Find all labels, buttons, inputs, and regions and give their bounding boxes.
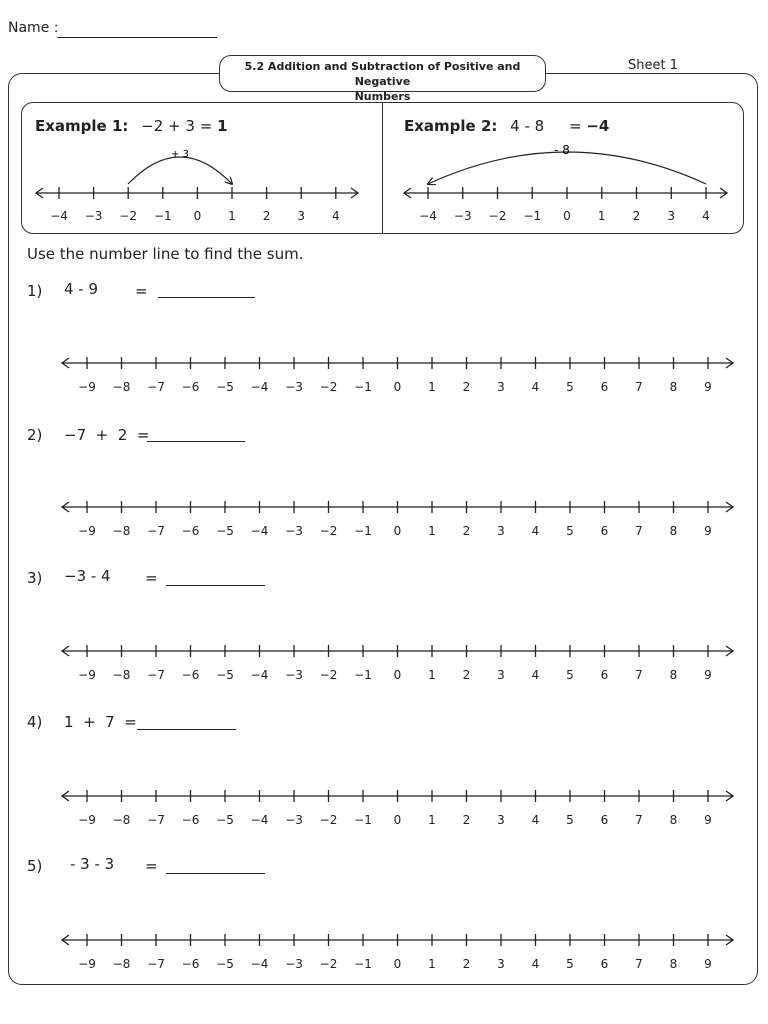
question-4-answer-blank[interactable] [137,729,236,730]
question-5-tick-label: −6 [181,957,200,971]
question-1-equals: = [135,282,148,300]
question-3-tick-label: 2 [462,668,471,682]
question-1-tick-label: 6 [600,380,609,394]
question-4-expression: 1 + 7 = [64,713,137,731]
example-1-arc [128,157,232,184]
question-4-tick-label: 7 [635,813,643,827]
question-2-tick-label: −2 [319,524,338,538]
question-2-tick-label: 9 [704,524,712,538]
example-1-label: Example 1: [35,117,129,135]
question-2-tick-label: 2 [462,524,471,538]
question-4-tick-label: −9 [78,813,96,827]
example-1-arc-label: + 3 [171,149,189,160]
question-4-tick-label: −1 [354,813,372,827]
question-3-tick-label: 0 [393,668,402,682]
question-1-tick-label: −9 [78,380,96,394]
question-1-tick-label: −7 [147,380,165,394]
example-1-tick-label: −1 [153,209,172,223]
title-line-2: Numbers [354,90,411,103]
question-1-answer-blank[interactable] [158,297,255,298]
question-5-tick-label: 9 [704,957,712,971]
question-4-tick-label: −2 [319,813,338,827]
question-1-tick-label: 0 [393,380,402,394]
example-2-answer: −4 [586,117,610,135]
question-1-number: 1) [27,282,43,300]
example-1-tick-label: 2 [262,209,271,223]
question-4-tick-label: 0 [393,813,402,827]
question-1-number-line [62,357,733,394]
question-2-tick-label: 5 [566,524,574,538]
question-4-tick-label: −5 [216,813,234,827]
question-3-answer-blank[interactable] [166,585,265,586]
question-3-tick-label: −4 [250,668,269,682]
question-5-tick-label: 2 [462,957,471,971]
example-1-tick-label: −2 [119,209,138,223]
question-5-tick-label: 3 [497,957,505,971]
question-5-tick-label: −3 [285,957,303,971]
question-5-tick-label: −7 [147,957,165,971]
question-3-tick-label: 9 [704,668,712,682]
example-2-tick-label: −3 [453,209,472,223]
question-4-tick-label: 4 [531,813,540,827]
question-4-tick-label: −7 [147,813,165,827]
question-1-tick-label: 4 [531,380,540,394]
question-3-expression: −3 - 4 [64,567,111,585]
question-1-tick-label: −2 [319,380,338,394]
example-1-tick-label: 1 [228,209,236,223]
question-4-number-line [62,790,733,827]
question-4-tick-label: −4 [250,813,269,827]
question-4-tick-label: −3 [285,813,303,827]
example-1-tick-label: −4 [50,209,68,223]
name-label: Name : [8,20,59,36]
example-2-tick-label: 4 [702,209,710,223]
question-1-tick-label: −3 [285,380,303,394]
question-2-tick-label: −6 [181,524,200,538]
example-1-expression: −2 + 3 = [141,117,213,135]
example-2-label: Example 2: [404,117,498,135]
question-2-tick-label: −8 [112,524,131,538]
question-4-tick-label: 3 [497,813,505,827]
question-2-tick-label: −5 [216,524,234,538]
question-3-equals: = [145,569,158,587]
example-1-answer: 1 [217,117,228,135]
question-3-number-line [62,645,733,682]
question-3-tick-label: 6 [600,668,609,682]
question-3-tick-label: 3 [497,668,505,682]
question-3-tick-label: 7 [635,668,643,682]
question-1-tick-label: −5 [216,380,234,394]
question-5-tick-label: 7 [635,957,643,971]
question-3-tick-label: 5 [566,668,574,682]
example-2-tick-label: −2 [488,209,507,223]
question-3-tick-label: −5 [216,668,234,682]
question-1-tick-label: 2 [462,380,471,394]
question-1-tick-label: −8 [112,380,131,394]
question-5-tick-label: −9 [78,957,96,971]
question-5-tick-label: 5 [566,957,574,971]
question-2-tick-label: −1 [354,524,372,538]
instructions: Use the number line to find the sum. [27,245,304,263]
question-4-tick-label: 8 [669,813,678,827]
question-3-tick-label: 1 [428,668,436,682]
question-1-tick-label: 5 [566,380,574,394]
question-3-tick-label: −9 [78,668,96,682]
question-4-tick-label: 9 [704,813,712,827]
sheet-label: Sheet 1 [628,58,678,73]
question-1-tick-label: 7 [635,380,643,394]
question-1-tick-label: −6 [181,380,200,394]
example-1-tick-label: 4 [331,209,340,223]
question-2-tick-label: 8 [669,524,678,538]
question-1-tick-label: 9 [704,380,712,394]
question-5-number-line [62,934,733,971]
question-5-number: 5) [27,857,43,875]
question-5-tick-label: 4 [531,957,540,971]
question-1-tick-label: 8 [669,380,678,394]
question-5-tick-label: −5 [216,957,234,971]
question-2-answer-blank[interactable] [147,441,245,442]
question-5-tick-label: −4 [250,957,269,971]
example-2-expression: 4 - 8 [510,117,545,135]
question-3-tick-label: −1 [354,668,372,682]
question-2-tick-label: −9 [78,524,96,538]
example-2-tick-label: −1 [523,209,542,223]
question-5-tick-label: −2 [319,957,338,971]
question-4-tick-label: 6 [600,813,609,827]
question-3-number: 3) [27,569,43,587]
question-5-expression: - 3 - 3 [70,855,115,873]
question-2-tick-label: 4 [531,524,540,538]
example-1-tick-label: −3 [84,209,103,223]
question-1-expression: 4 - 9 [64,280,99,298]
example-2-number-line [404,143,727,223]
question-4-tick-label: −8 [112,813,131,827]
question-5-answer-blank[interactable] [166,873,265,874]
question-2-tick-label: 1 [428,524,436,538]
question-5-tick-label: 6 [600,957,609,971]
question-4-tick-label: 5 [566,813,574,827]
question-5-tick-label: −1 [354,957,372,971]
question-5-tick-label: 0 [393,957,402,971]
question-5-equals: = [145,857,158,875]
question-2-tick-label: 0 [393,524,402,538]
question-1-tick-label: 1 [428,380,436,394]
example-1-number-line [36,149,358,223]
example-2-arc-label: - 8 [554,143,570,157]
question-4-tick-label: 2 [462,813,471,827]
question-2-tick-label: 7 [635,524,643,538]
question-2-tick-label: 6 [600,524,609,538]
question-3-tick-label: −7 [147,668,165,682]
example-2-tick-label: 3 [667,209,676,223]
question-2-tick-label: −7 [147,524,165,538]
question-2-tick-label: 3 [497,524,505,538]
example-2-tick-label: −4 [419,209,437,223]
question-4-tick-label: 1 [428,813,436,827]
question-3-tick-label: 8 [669,668,678,682]
question-3-tick-label: −8 [112,668,131,682]
question-1-tick-label: −1 [354,380,372,394]
example-1-tick-label: 0 [193,209,202,223]
question-2-number: 2) [27,426,43,444]
example-2-tick-label: 0 [563,209,571,223]
question-4-tick-label: −6 [181,813,200,827]
question-3-tick-label: 4 [531,668,540,682]
question-2-tick-label: −3 [285,524,303,538]
question-5-tick-label: 1 [428,957,436,971]
question-4-number: 4) [27,713,43,731]
question-1-tick-label: −4 [250,380,269,394]
question-1-tick-label: 3 [497,380,505,394]
example-1-tick-label: 3 [297,209,306,223]
example-2-tick-label: 1 [597,209,606,223]
question-2-expression: −7 + 2 = [64,426,150,444]
question-3-tick-label: −6 [181,668,200,682]
question-5-tick-label: 8 [669,957,678,971]
question-2-number-line [62,501,733,538]
question-3-tick-label: −3 [285,668,303,682]
example-2-tick-label: 2 [632,209,641,223]
question-3-tick-label: −2 [319,668,338,682]
example-2-equals: = [569,117,582,135]
question-2-tick-label: −4 [250,524,269,538]
title-line-1: 5.2 Addition and Subtraction of Positive and Negative [244,60,521,88]
question-5-tick-label: −8 [112,957,131,971]
